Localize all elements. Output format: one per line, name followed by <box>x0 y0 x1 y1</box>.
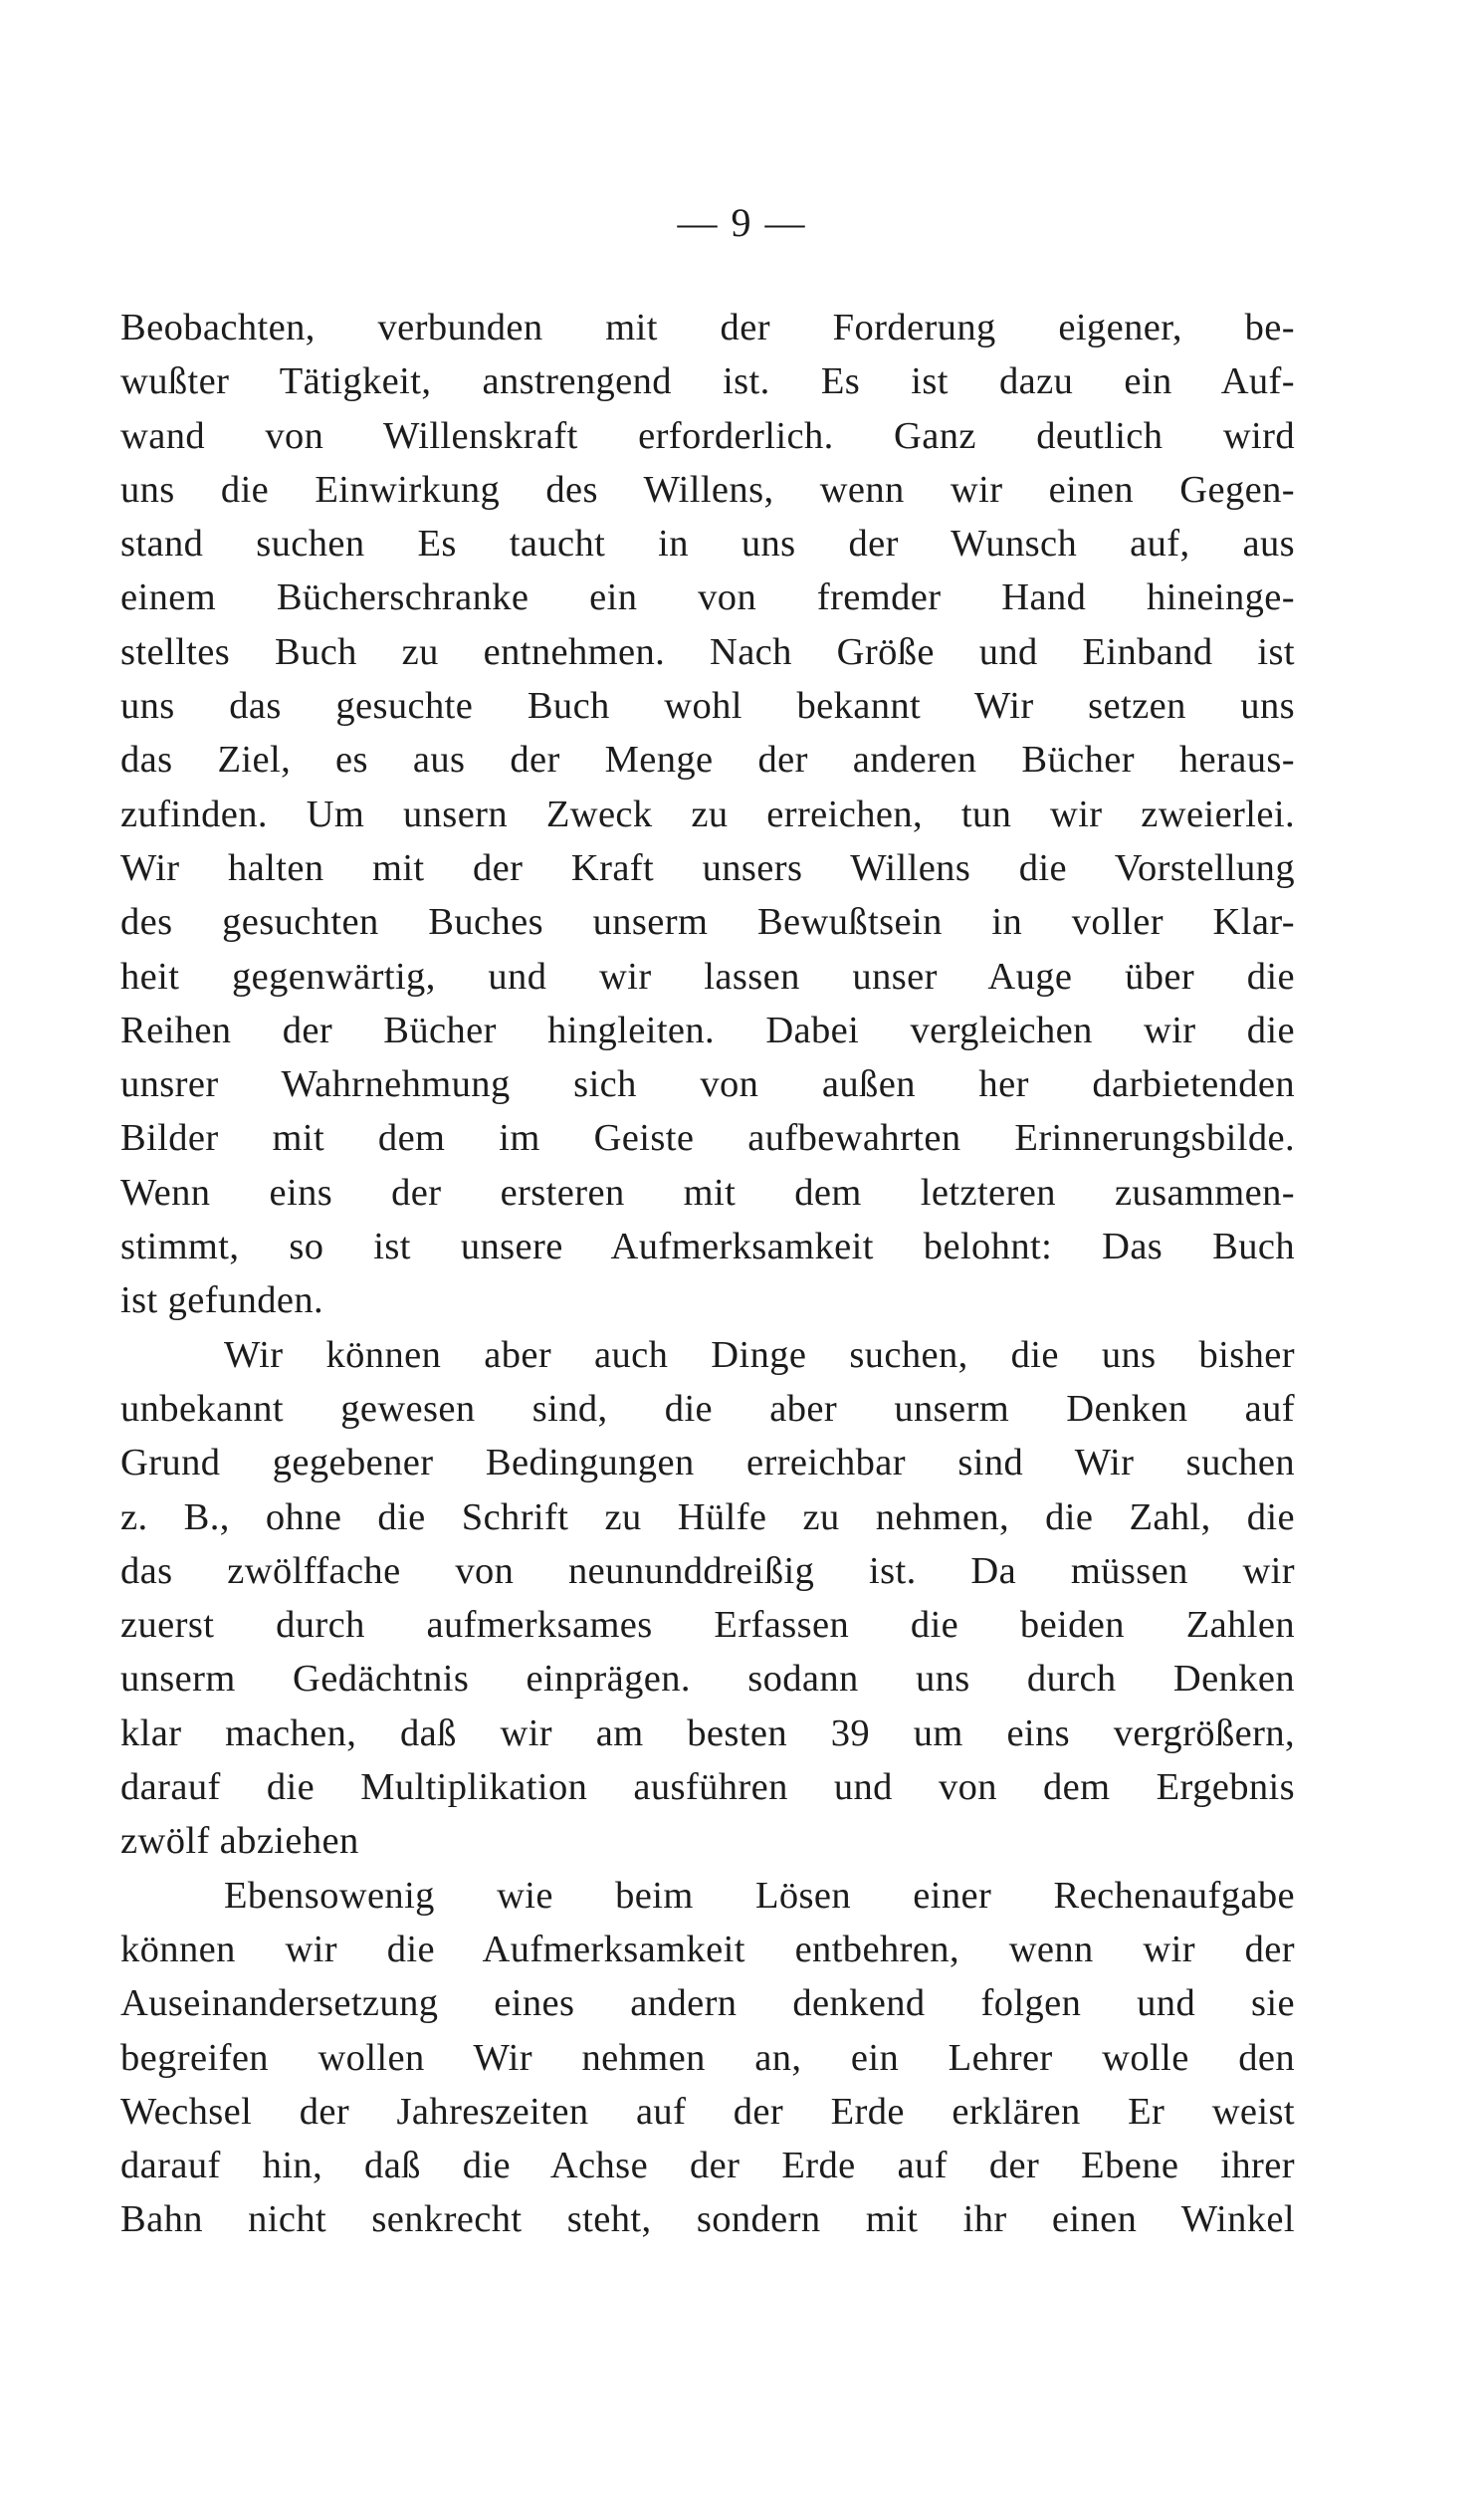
text-line: Reihen der Bücher hingleiten. Dabei vergleichen wir die <box>120 1009 1295 1051</box>
text-line: uns das gesuchte Buch wohl bekannt Wir setzen uns <box>120 685 1295 728</box>
text-line: einem Bücherschranke ein von fremder Hand hineinge- <box>120 576 1295 619</box>
text-line: ist gefunden. <box>120 1279 324 1322</box>
text-line: uns die Einwirkung des Willens, wenn wir einen Gegen- <box>120 468 1295 511</box>
text-line: Ebensowenig wie beim Lösen einer Rechenaufgabe <box>224 1874 1295 1917</box>
text-line: heit gegenwärtig, und wir lassen unser Auge über die <box>120 955 1295 998</box>
text-line: zuerst durch aufmerksames Erfassen die beiden Zahlen <box>120 1604 1295 1647</box>
text-line: darauf die Multiplikation ausführen und von dem Ergebnis <box>120 1766 1295 1809</box>
text-line: begreifen wollen Wir nehmen an, ein Lehrer wolle den <box>120 2036 1295 2079</box>
text-line: stelltes Buch zu entnehmen. Nach Größe und Einband ist <box>120 630 1295 673</box>
text-line: können wir die Aufmerksamkeit entbehren, wenn wir der <box>120 1928 1295 1970</box>
text-line: Wir können aber auch Dinge suchen, die uns bisher <box>224 1333 1295 1376</box>
text-line: Wechsel der Jahreszeiten auf der Erde erklären Er weist <box>120 2090 1295 2133</box>
text-line: Grund gegebener Bedingungen erreichbar sind Wir suchen <box>120 1442 1295 1484</box>
text-line: stimmt, so ist unsere Aufmerksamkeit belohnt: Das Buch <box>120 1226 1295 1268</box>
text-line: darauf hin, daß die Achse der Erde auf der Ebene ihrer <box>120 2145 1295 2187</box>
text-line: Wir halten mit der Kraft unsers Willens die Vorstellung <box>120 846 1295 889</box>
text-line: Auseinandersetzung eines andern denkend folgen und sie <box>120 1982 1295 2025</box>
text-line: Wenn eins der ersteren mit dem letzteren zusammen- <box>120 1171 1295 1214</box>
text-line: des gesuchten Buches unserm Bewußtsein in voller Klar- <box>120 901 1295 944</box>
text-line: unsrer Wahrnehmung sich von außen her darbietenden <box>120 1063 1295 1106</box>
text-line: wand von Willenskraft erforderlich. Ganz deutlich wird <box>120 414 1295 457</box>
text-line: Bilder mit dem im Geiste aufbewahrten Erinnerungsbilde. <box>120 1117 1295 1160</box>
body-text <box>120 301 1295 2247</box>
text-line: unserm Gedächtnis einprägen. sodann uns durch Denken <box>120 1658 1295 1701</box>
text-line: Bahn nicht senkrecht steht, sondern mit ihr einen Winkel <box>120 2198 1295 2241</box>
text-line: zufinden. Um unsern Zweck zu erreichen, tun wir zweierlei. <box>120 793 1295 835</box>
text-line: wußter Tätigkeit, anstrengend ist. Es ist dazu ein Auf- <box>120 360 1295 403</box>
text-line: Beobachten, verbunden mit der Forderung eigener, be- <box>120 307 1295 348</box>
text-line: zwölf abziehen <box>120 1820 359 1863</box>
text-line: das Ziel, es aus der Menge der anderen Bücher heraus- <box>120 739 1295 782</box>
text-line: z. B., ohne die Schrift zu Hülfe zu nehmen, die Zahl, die <box>120 1495 1295 1538</box>
text-line: stand suchen Es taucht in uns der Wunsch auf, aus <box>120 523 1295 566</box>
text-line: das zwölffache von neununddreißig ist. Da müssen wir <box>120 1549 1295 1592</box>
page-number: — 9 — <box>677 200 807 245</box>
text-line: unbekannt gewesen sind, die aber unserm Denken auf <box>120 1387 1295 1430</box>
text-line: klar machen, daß wir am besten 39 um eins vergrößern, <box>120 1711 1295 1754</box>
